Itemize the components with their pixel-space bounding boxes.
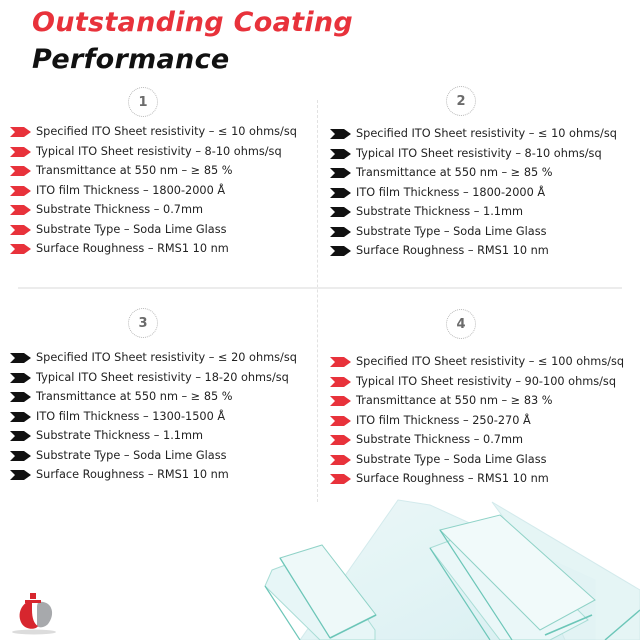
spec-item [10, 387, 297, 407]
spec-text: Typical ITO Sheet resistivity – 8-10 ohms/sq [36, 144, 282, 158]
company-logo-icon [8, 580, 60, 636]
chevron-arrow-icon [10, 392, 31, 402]
spec-item [330, 430, 624, 450]
spec-item [330, 163, 617, 183]
spec-item [10, 407, 297, 427]
spec-text: ITO film Thickness – 1300-1500 Å [36, 409, 226, 423]
chevron-arrow-icon [10, 166, 31, 176]
chevron-arrow-icon [330, 435, 351, 445]
spec-text: Specified ITO Sheet resistivity – ≤ 10 ohms/sq [356, 127, 617, 140]
glass-slides-image [200, 490, 640, 640]
spec-item [10, 368, 297, 388]
page-title-line-2: Performance [32, 44, 230, 75]
panel-1-number-badge: 1 [128, 87, 158, 117]
spec-item [10, 142, 297, 162]
chevron-arrow-icon [330, 246, 351, 256]
spec-text: Transmittance at 550 nm – ≥ 83 % [356, 394, 553, 407]
spec-text: Specified ITO Sheet resistivity – ≤ 20 ohms/sq [36, 351, 297, 364]
spec-text: Transmittance at 550 nm – ≥ 85 % [36, 164, 233, 177]
spec-text: Transmittance at 550 nm – ≥ 85 % [36, 390, 233, 403]
spec-item [10, 446, 297, 466]
spec-item [330, 124, 617, 144]
spec-item [330, 469, 624, 489]
panel-2-number-badge: 2 [446, 86, 476, 116]
spec-item [330, 183, 617, 203]
chevron-arrow-icon [10, 451, 31, 461]
spec-item [330, 391, 624, 411]
spec-item [330, 222, 617, 242]
spec-text: Specified ITO Sheet resistivity – ≤ 100 ohms/sq [356, 355, 625, 368]
spec-text: Substrate Thickness – 1.1mm [36, 429, 203, 442]
spec-text: Substrate Type – Soda Lime Glass [36, 222, 227, 236]
chevron-arrow-icon [330, 416, 351, 426]
spec-text: Surface Roughness – RMS1 10 nm [356, 244, 549, 257]
chevron-arrow-icon [10, 373, 31, 383]
spec-text: Typical ITO Sheet resistivity – 18-20 ohms/sq [36, 370, 289, 384]
chevron-arrow-icon [330, 227, 351, 237]
spec-text: ITO film Thickness – 1800-2000 Å [356, 185, 546, 199]
spec-item [10, 181, 297, 201]
chevron-arrow-icon [10, 244, 31, 254]
spec-text: Substrate Type – Soda Lime Glass [356, 224, 547, 238]
spec-text: Typical ITO Sheet resistivity – 8-10 ohms/sq [356, 146, 602, 160]
chevron-arrow-icon [330, 396, 351, 406]
spec-item [330, 144, 617, 164]
panel-4-spec-list [330, 352, 624, 489]
spec-item [10, 122, 297, 142]
chevron-arrow-icon [10, 186, 31, 196]
spec-text: Substrate Type – Soda Lime Glass [356, 452, 547, 466]
spec-text: Specified ITO Sheet resistivity – ≤ 10 ohms/sq [36, 125, 297, 138]
chevron-arrow-icon [330, 188, 351, 198]
spec-item [10, 239, 297, 259]
chevron-arrow-icon [330, 474, 351, 484]
chevron-arrow-icon [10, 147, 31, 157]
chevron-arrow-icon [10, 470, 31, 480]
spec-text: Substrate Thickness – 1.1mm [356, 205, 523, 218]
vertical-divider [317, 100, 318, 502]
spec-item [330, 411, 624, 431]
spec-text: Surface Roughness – RMS1 10 nm [36, 468, 229, 481]
panel-3-number-badge: 3 [128, 308, 158, 338]
spec-item [330, 450, 624, 470]
spec-text: Surface Roughness – RMS1 10 nm [36, 242, 229, 255]
spec-item [330, 372, 624, 392]
spec-item [10, 465, 297, 485]
page-title-line-1: Outstanding Coating [32, 7, 354, 38]
chevron-arrow-icon [330, 357, 351, 367]
chevron-arrow-icon [330, 207, 351, 217]
spec-text: ITO film Thickness – 1800-2000 Å [36, 183, 226, 197]
spec-item [10, 200, 297, 220]
spec-item [10, 220, 297, 240]
spec-text: Substrate Thickness – 0.7mm [356, 433, 523, 446]
chevron-arrow-icon [10, 225, 31, 235]
chevron-arrow-icon [330, 377, 351, 387]
horizontal-divider [18, 287, 622, 289]
chevron-arrow-icon [10, 412, 31, 422]
chevron-arrow-icon [10, 431, 31, 441]
spec-text: Typical ITO Sheet resistivity – 90-100 ohms/sq [356, 374, 616, 388]
chevron-arrow-icon [10, 127, 31, 137]
spec-item [330, 202, 617, 222]
chevron-arrow-icon [330, 129, 351, 139]
panel-2-spec-list [330, 124, 617, 261]
panel-4-number-badge: 4 [446, 309, 476, 339]
spec-text: ITO film Thickness – 250-270 Å [356, 413, 531, 427]
spec-item [10, 426, 297, 446]
spec-item [10, 161, 297, 181]
chevron-arrow-icon [330, 149, 351, 159]
spec-item [330, 352, 624, 372]
spec-item [10, 348, 297, 368]
chevron-arrow-icon [330, 455, 351, 465]
panel-3-spec-list [10, 348, 297, 485]
spec-text: Substrate Thickness – 0.7mm [36, 203, 203, 216]
spec-text: Surface Roughness – RMS1 10 nm [356, 472, 549, 485]
chevron-arrow-icon [10, 353, 31, 363]
chevron-arrow-icon [330, 168, 351, 178]
spec-text: Substrate Type – Soda Lime Glass [36, 448, 227, 462]
spec-text: Transmittance at 550 nm – ≥ 85 % [356, 166, 553, 179]
panel-1-spec-list [10, 122, 297, 259]
spec-item [330, 241, 617, 261]
chevron-arrow-icon [10, 205, 31, 215]
